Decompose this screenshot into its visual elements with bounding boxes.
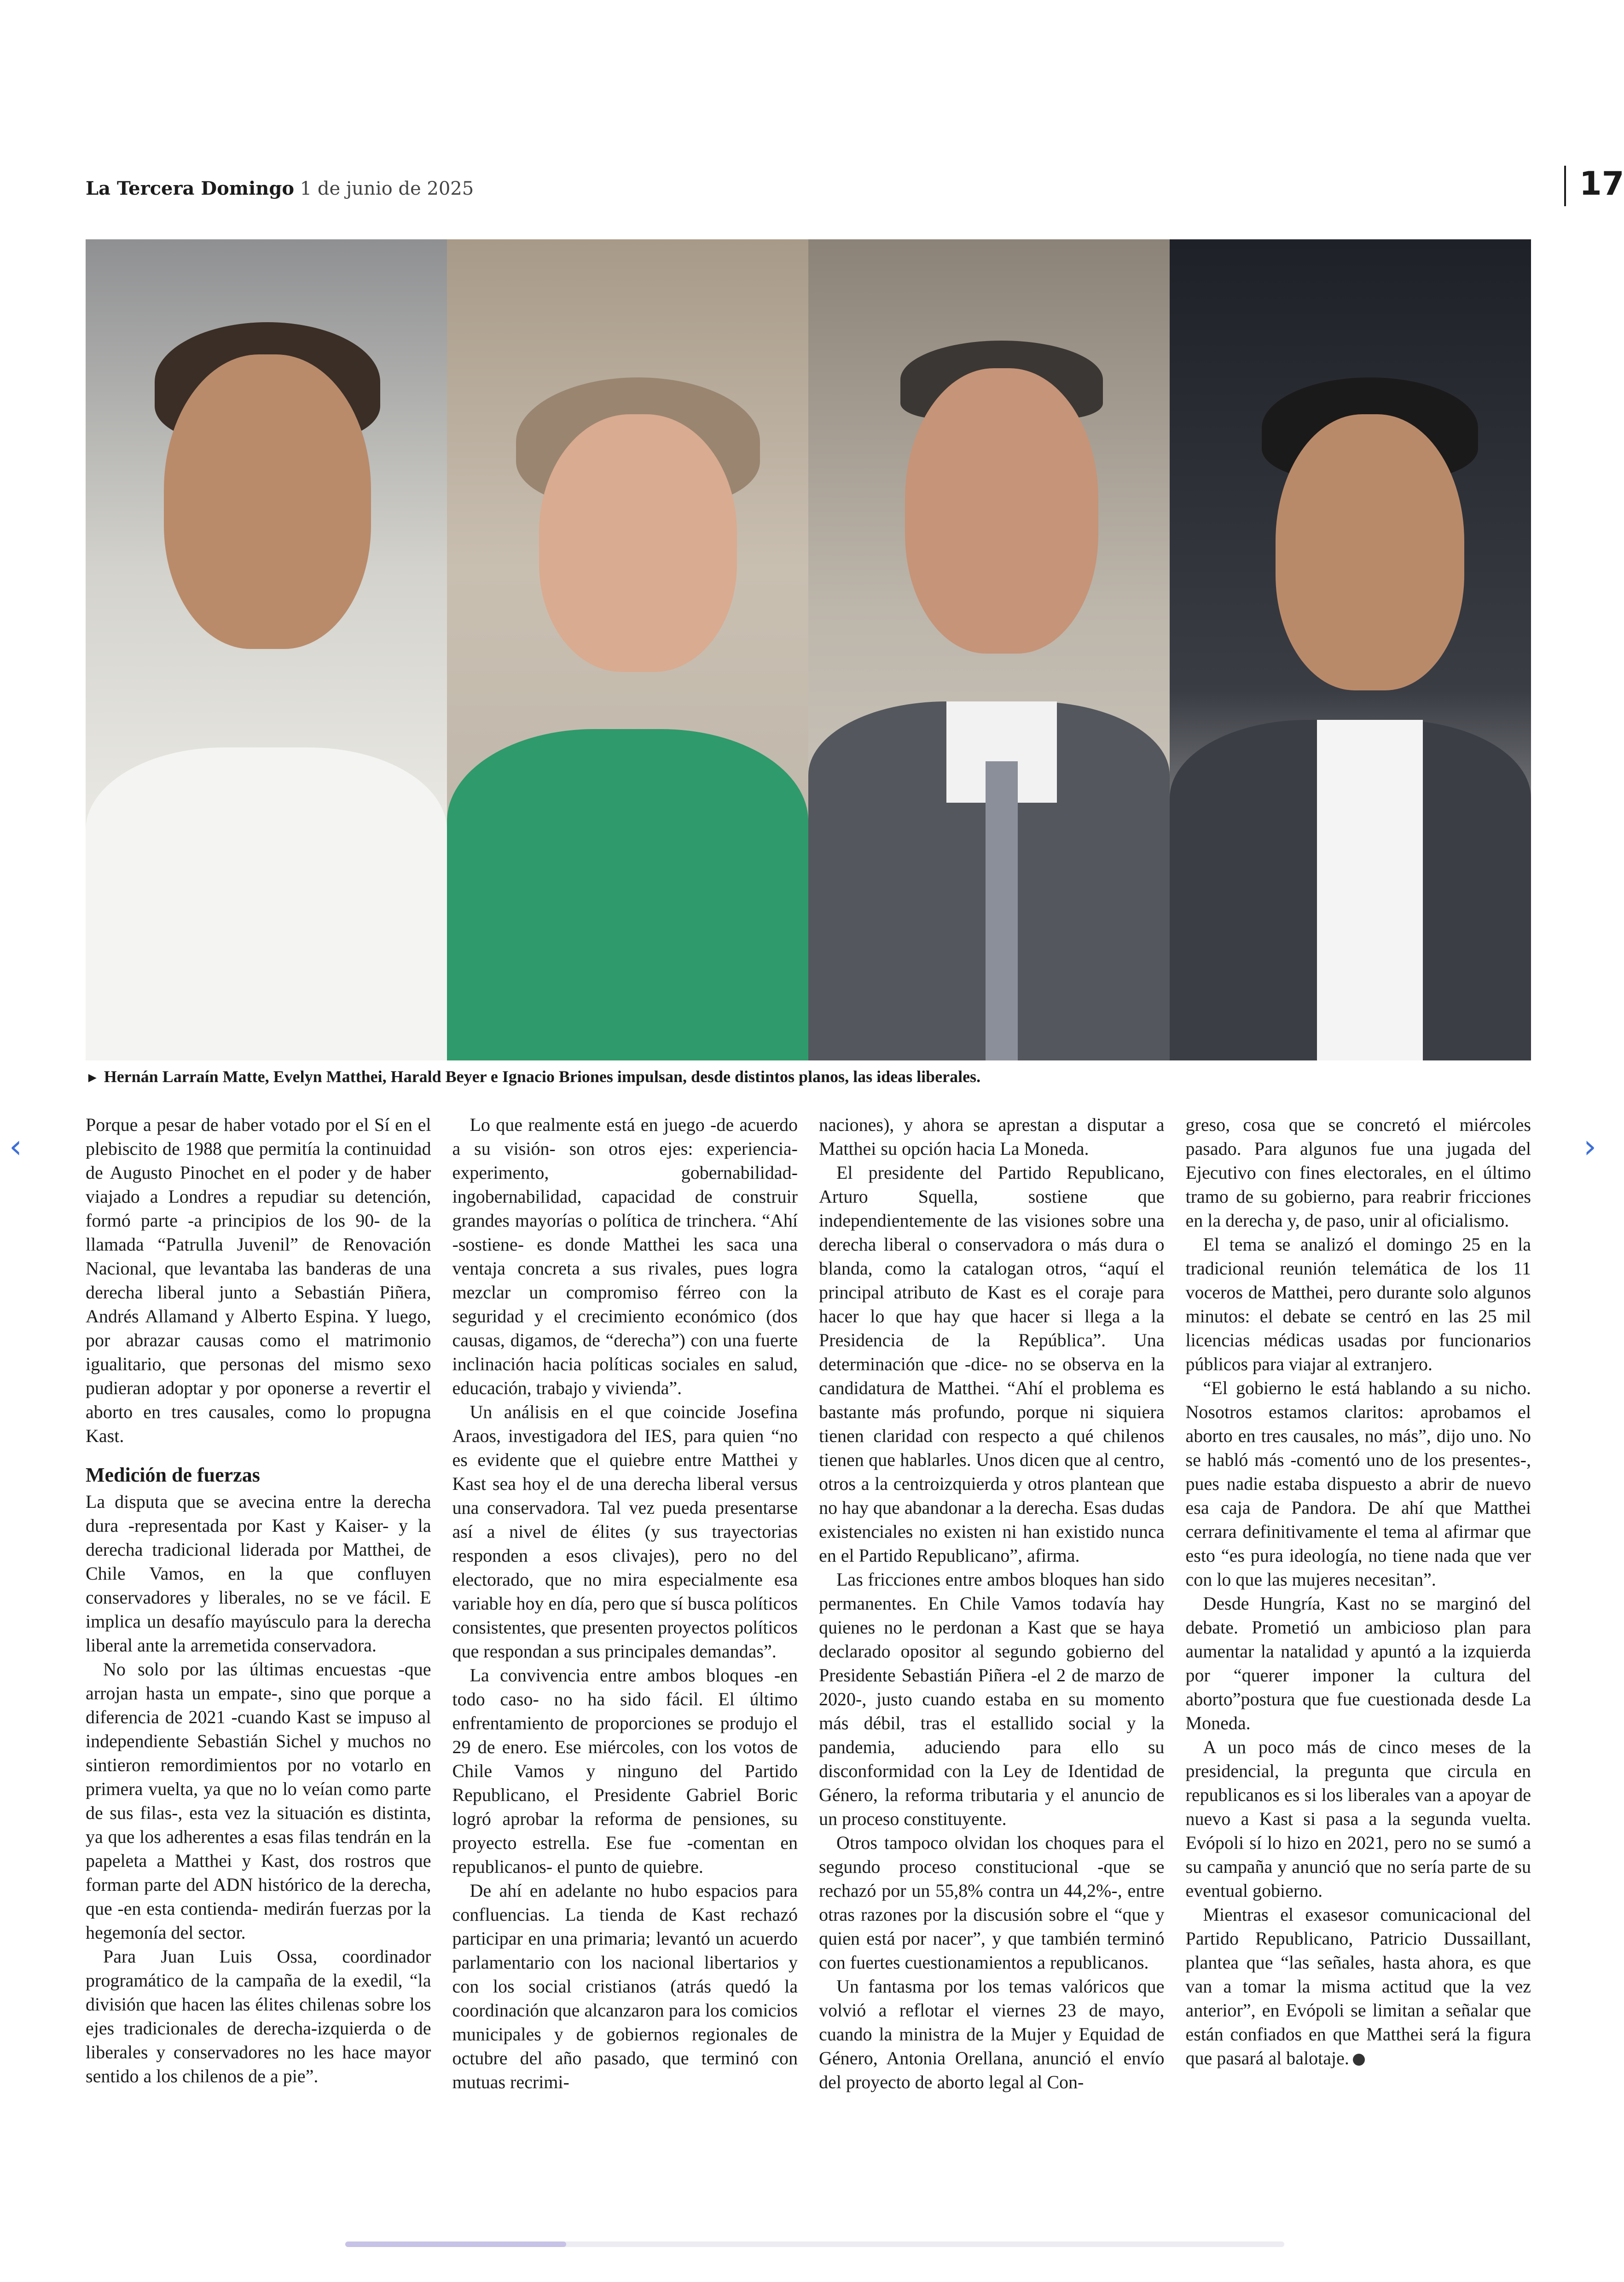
page-header [86,165,1624,207]
paragraph: Un análisis en el que coincide Josefina Araos, investigadora del IES, para quien “no es evidente que el quiebre entre Matthei y Kast sea hoy el de una derecha liberal versus una conservadora. Tal vez pueda presentarse así a nivel de élites (y sus trayectorias responden a esos clivajes), pero no del electorado, que no mira especialmente esa variable hoy en día, pero que sí busca políticos consistentes, que presenten proyectos políticos que respondan a sus principales demandas”. [452,1402,798,1662]
paragraph-text: Mientras el exasesor comunicacional del Partido Republicano, Patricio Dussaillant, plantea que “las señales, hasta ahora, es que van a tomar la misma actitud que la vez anterior”, en Evópoli se limitan a señalar que están confiados en que Matthei será la figura que pasará al balotaje. [1185,1904,1531,2068]
next-page-icon[interactable]: › [1583,1128,1596,1165]
paragraph: No solo por las últimas encuestas -que arrojan hasta un empate-, sino que porque a diferencia de 2021 -cuando Kast se impuso al independiente Sebastián Sichel y muchos no sintieron remordimientos por no votarlo en primera vuelta, ya que no lo veían como parte de sus filas-, esta vez la situación es distinta, ya que los adherentes a esas filas tendrán en la papeleta a Matthei y Kast, dos rostros que forman parte del ADN histórico de la derecha, que -en esta contienda- medirán fuerzas por la hegemonía del sector. [86,1659,431,1943]
paragraph: A un poco más de cinco meses de la presidencial, la pregunta que circula en republicanos es si los liberales van a apoyar de nuevo a Kast si pasa a la segunda vuelta. Evópoli sí lo hizo en 2021, pero no se sumó a su campaña y anunció que no sería parte de su eventual gobierno. [1185,1737,1531,1901]
paragraph: greso, cosa que se concretó el miércoles pasado. Para algunos fue una jugada del Ejecutivo con fines electorales, en el último tramo de su gobierno, para reabrir fricciones en la derecha y, de paso, unir al oficialismo. [1185,1114,1531,1231]
paragraph: Lo que realmente está en juego -de acuerdo a su visión- son otros ejes: experiencia-experimento, gobernabilidad-ingobernabilidad, capacidad de construir grandes mayorías o política de trinchera. “Ahí -sostiene- es donde Matthei les saca una ventaja concreta a sus rivales, pues logra mezclar un compromiso férreo con la seguridad y el crecimiento económico (dos causas, digamos, de “derecha”) con una fuerte inclinación hacia políticas sociales en salud, educación, trabajo y vivienda”. [452,1114,798,1398]
publication-name: La Tercera Domingo [86,178,295,199]
article-body [86,1113,1531,2126]
paragraph: La disputa que se avecina entre la derecha dura -representada por Kast y Kaiser- y la derecha tradicional liderada por Matthei, de Chile Vamos, en la que confluyen conservadores y liberales, no se ve fácil. E implica un desafío mayúsculo para la derecha liberal ante la arremetida conservadora. [86,1491,431,1656]
photo-caption [86,1067,1531,1086]
horizontal-scrollbar[interactable] [345,2241,1284,2247]
paragraph: Para Juan Luis Ossa, coordinador programático de la campaña de la exedil, “la división que hacen las élites chilenas sobre los ejes tradicionales de derecha-izquierda o de liberales y conservadores no les hace mayor sentido a los chilenos de a pie”. [86,1946,431,2087]
section-heading: Medición de fuerzas [86,1464,260,1486]
paragraph: Las fricciones entre ambos bloques han sido permanentes. En Chile Vamos todavía hay quienes no le perdonan a Kast que se haya declarado opositor al segundo gobierno del Presidente Sebastián Piñera -el 2 de marzo de 2020-, justo cuando estaba en su momento más débil, tras el estallido social y la pandemia, aduciendo para ello su disconformidad con la Ley de Identidad de Género, la reforma tributaria y el anuncio de un proceso constituyente. [819,1569,1165,1829]
photo-evelyn-matthei [447,239,808,1060]
caption-text: Hernán Larraín Matte, Evelyn Matthei, Harald Beyer e Ignacio Briones impulsan, desde distintos planos, las ideas liberales. [104,1067,981,1086]
paragraph: Porque a pesar de haber votado por el Sí en el plebiscito de 1988 que permitía la continuidad de Augusto Pinochet en el poder y de haber viajado a Londres a repudiar su detención, formó parte -a principios de los 90- de la llamada “Patrulla Juvenil” de Renovación Nacional, que levantaba las banderas de una derecha liberal junto a Sebastián Piñera, Andrés Allamand y Alberto Espina. Y luego, por abrazar causas como el matrimonio igualitario, que personas del mismo sexo pudieran adoptar y por oponerse a revertir el aborto en tres causales, como lo propugna Kast. [86,1114,431,1446]
paragraph: El presidente del Partido Republicano, Arturo Squella, sostiene que independientemente de las visiones sobre una derecha liberal o conservadora o más dura o blanda, como la catalogan otros, “aquí el principal atributo de Kast es el coraje para hacer lo que hay que hacer si llega a la Presidencia de la República”. Una determinación que -dice- no se observa en la candidatura de Matthei. “Ahí el problema es bastante más profundo, porque ni siquiera tienen claridad con respecto a qué chilenos tienen que hablarles. Unos dicen que al centro, otros a la centroizquierda y otros plantean que no hay que abandonar a la derecha. Esas dudas existenciales no existen ni han existido nunca en el Partido Republicano”, afirma. [819,1162,1165,1566]
end-of-article-icon [1353,2054,1365,2066]
paragraph: La convivencia entre ambos bloques -en todo caso- no ha sido fácil. El último enfrentamiento de proporciones se produjo el 29 de enero. Ese miércoles, con los votos de Chile Vamos y ninguno del Partido Republicano, el Presidente Gabriel Boric logró aprobar la reforma de pensiones, su proyecto estrella. Ese fue -comentan en republicanos- el punto de quiebre. [452,1665,798,1877]
paragraph: Desde Hungría, Kast no se marginó del debate. Prometió un ambicioso plan para aumentar la natalidad y apuntó a la izquierda por “querer imponer la cultura del aborto”postura que fue cuestionada desde La Moneda. [1185,1593,1531,1733]
publication-date: 1 de junio de 2025 [300,178,474,199]
masthead [86,178,474,199]
page-number-separator [1564,166,1566,206]
scrollbar-thumb[interactable] [345,2241,566,2247]
last-paragraph [1186,1903,1531,2070]
caption-marker-icon: ► [86,1070,99,1085]
article-column-2 [452,1113,798,2126]
paragraph: Otros tampoco olvidan los choques para el segundo proceso constitucional -que se rechazó por un 55,8% contra un 44,2%-, entre otras razones por la discusión sobre el “que y quien está por nacer”, y que también terminó con fuertes cuestionamientos a republicanos. [819,1832,1165,1973]
page-number: 17 [1579,165,1624,203]
previous-page-icon[interactable]: ‹ [9,1128,22,1165]
paragraph: El tema se analizó el domingo 25 en la tradicional reunión telemática de los 11 voceros de Matthei, pero durante solo algunos minutos: el debate se centró en las 25 mil licencias médicas usadas por funcionarios públicos para viajar al extranjero. [1185,1234,1531,1374]
paragraph: Un fantasma por los temas valóricos que volvió a reflotar el viernes 23 de mayo, cuando la ministra de la Mujer y Equidad de Género, Antonia Orellana, anunció el envío del proyecto de aborto legal al Con- [819,1976,1165,2092]
photo-strip [86,239,1531,1060]
paragraph: “El gobierno le está hablando a su nicho. Nosotros estamos claritos: aprobamos el aborto en tres causales, no más”, dijo uno. No se habló más -comentó uno de los presentes-, pues nadie estaba dispuesto a abrir de nuevo esa caja de Pandora. De ahí que Matthei cerrara definitivamente el tema al afirmar que esto “es pura ideología, no tiene nada que ver con lo que las mujeres necesitan”. [1185,1378,1531,1590]
photo-harald-beyer [808,239,1170,1060]
article-column-3 [819,1113,1165,2126]
article-column-1 [86,1113,431,2126]
article-column-4 [1186,1113,1531,2126]
paragraph: naciones), y ahora se aprestan a disputar a Matthei su opción hacia La Moneda. [819,1114,1165,1159]
photo-hernan-larrain-matte [86,239,447,1060]
photo-ignacio-briones [1170,239,1531,1060]
paragraph: De ahí en adelante no hubo espacios para confluencias. La tienda de Kast rechazó participar en una primaria; levantó un acuerdo parlamentario con los nacional libertarios y con los social cristianos (atrás quedó la coordinación que alcanzaron para los comicios municipales y de gobiernos regionales de octubre del año pasado, que terminó con mutuas recrimi- [452,1880,798,2092]
